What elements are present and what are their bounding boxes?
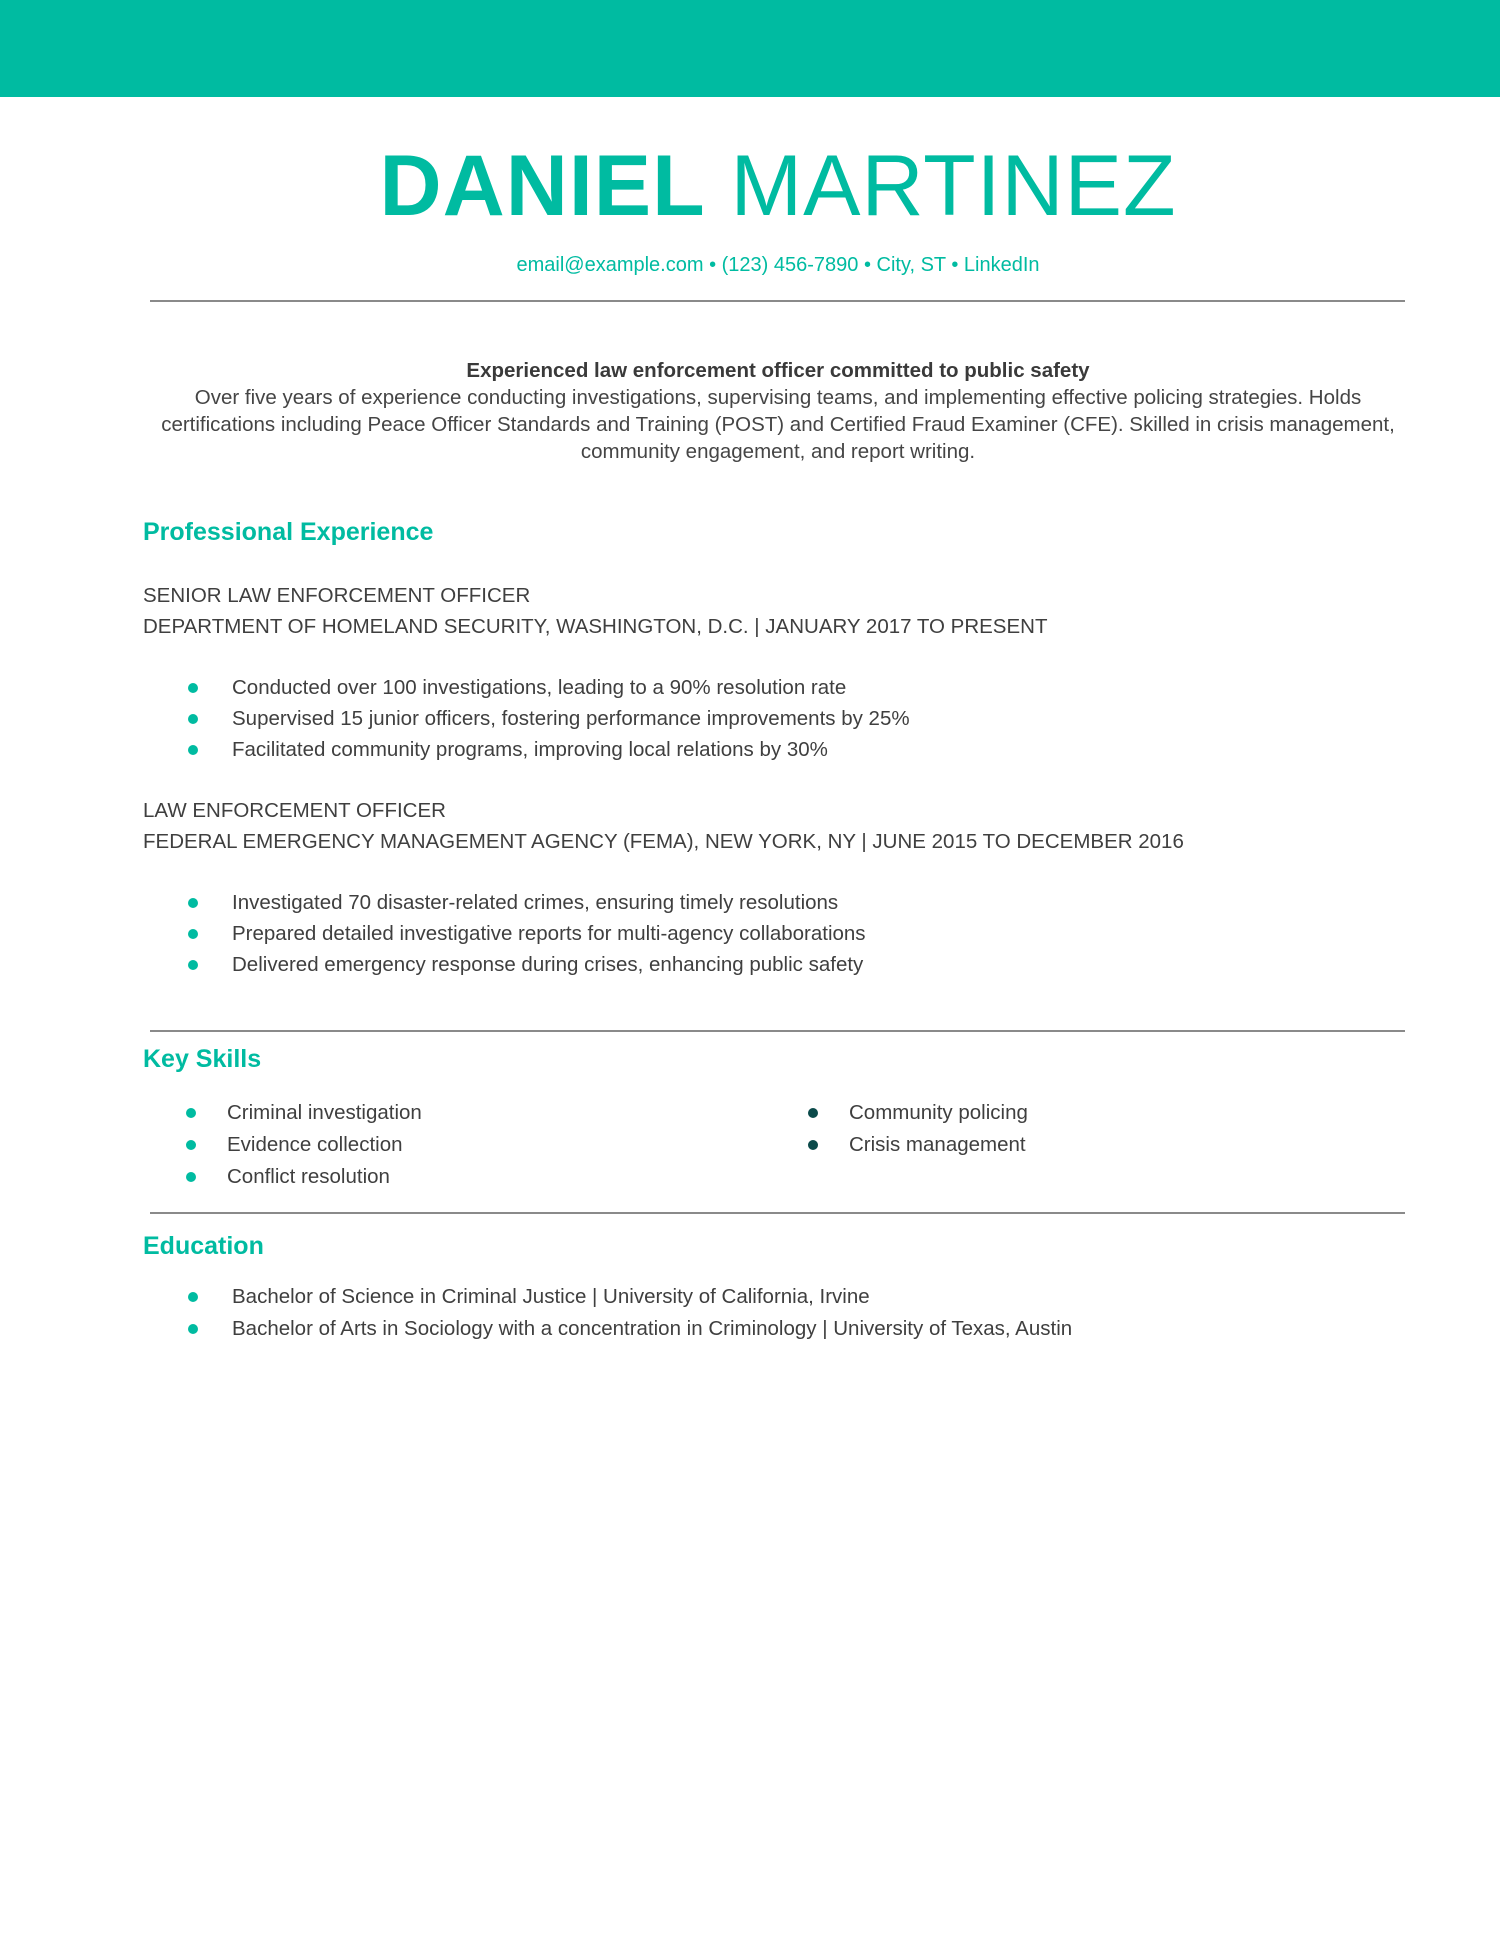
bullet-icon <box>188 1292 198 1302</box>
summary-body: Over five years of experience conducting investigations, supervising teams, and implementing effective policing strategies. Holds certifications including Peace Officer Standards and Training (POST) and Certified Fraud Examiner (CFE). Skilled in crisis management, community engagement, and report writing. <box>161 386 1395 463</box>
list-item <box>188 675 910 701</box>
bullet-text: Conducted over 100 investigations, leading to a 90% resolution rate <box>232 676 847 699</box>
list-item <box>186 1132 422 1158</box>
skill-text: Conflict resolution <box>227 1165 390 1188</box>
job-bullets <box>188 890 866 978</box>
list-item <box>188 737 910 763</box>
job-role: LAW ENFORCEMENT OFFICER <box>143 799 446 822</box>
bullet-icon <box>188 929 198 939</box>
bullet-text: Delivered emergency response during crises, enhancing public safety <box>232 953 864 976</box>
list-item <box>188 706 910 732</box>
header-color-bar <box>0 0 1500 97</box>
last-name: MARTINEZ <box>730 138 1177 234</box>
list-item <box>808 1132 1028 1158</box>
first-name: DANIEL <box>379 138 706 234</box>
education-list <box>188 1284 1072 1342</box>
divider-header <box>150 300 1405 302</box>
bullet-icon <box>808 1108 818 1118</box>
education-text: Bachelor of Arts in Sociology with a concentration in Criminology | University of Texas, Austin <box>232 1317 1073 1340</box>
job-org-line: FEDERAL EMERGENCY MANAGEMENT AGENCY (FEMA), NEW YORK, NY | JUNE 2015 TO DECEMBER 2016 <box>143 830 1184 853</box>
divider-skills <box>150 1030 1405 1032</box>
skills-right-list <box>808 1100 1028 1158</box>
list-item <box>188 921 866 947</box>
bullet-text: Investigated 70 disaster-related crimes, ensuring timely resolutions <box>232 891 839 914</box>
bullet-icon <box>188 960 198 970</box>
candidate-name <box>0 136 1500 236</box>
list-item <box>188 890 866 916</box>
summary <box>160 357 1396 465</box>
skill-text: Community policing <box>849 1101 1028 1124</box>
bullet-icon <box>188 683 198 693</box>
bullet-icon <box>188 745 198 755</box>
bullet-text: Supervised 15 junior officers, fostering performance improvements by 25% <box>232 707 910 730</box>
bullet-icon <box>186 1108 196 1118</box>
skill-text: Evidence collection <box>227 1133 403 1156</box>
bullet-text: Facilitated community programs, improving local relations by 30% <box>232 738 828 761</box>
experience-title: Professional Experience <box>143 518 434 546</box>
list-item <box>186 1164 422 1190</box>
list-item <box>808 1100 1028 1126</box>
skills-left-list <box>186 1100 422 1190</box>
education-title: Education <box>143 1232 264 1260</box>
education-text: Bachelor of Science in Criminal Justice | University of California, Irvine <box>232 1285 870 1308</box>
job-org-line: DEPARTMENT OF HOMELAND SECURITY, WASHINGTON, D.C. | JANUARY 2017 TO PRESENT <box>143 615 1048 638</box>
bullet-icon <box>186 1172 196 1182</box>
list-item <box>188 1316 1072 1342</box>
job-role: SENIOR LAW ENFORCEMENT OFFICER <box>143 584 531 607</box>
list-item <box>188 952 866 978</box>
skill-text: Crisis management <box>849 1133 1026 1156</box>
divider-education <box>150 1212 1405 1214</box>
list-item <box>186 1100 422 1126</box>
bullet-icon <box>188 898 198 908</box>
list-item <box>188 1284 1072 1310</box>
summary-headline: Experienced law enforcement officer committed to public safety <box>466 359 1090 382</box>
bullet-text: Prepared detailed investigative reports for multi-agency collaborations <box>232 922 866 945</box>
bullet-icon <box>188 714 198 724</box>
bullet-icon <box>188 1324 198 1334</box>
skills-title: Key Skills <box>143 1045 262 1073</box>
job-bullets <box>188 675 910 763</box>
bullet-icon <box>186 1140 196 1150</box>
contact-line: email@example.com • (123) 456-7890 • City, ST • LinkedIn <box>516 254 1040 276</box>
skill-text: Criminal investigation <box>227 1101 422 1124</box>
bullet-icon <box>808 1140 818 1150</box>
